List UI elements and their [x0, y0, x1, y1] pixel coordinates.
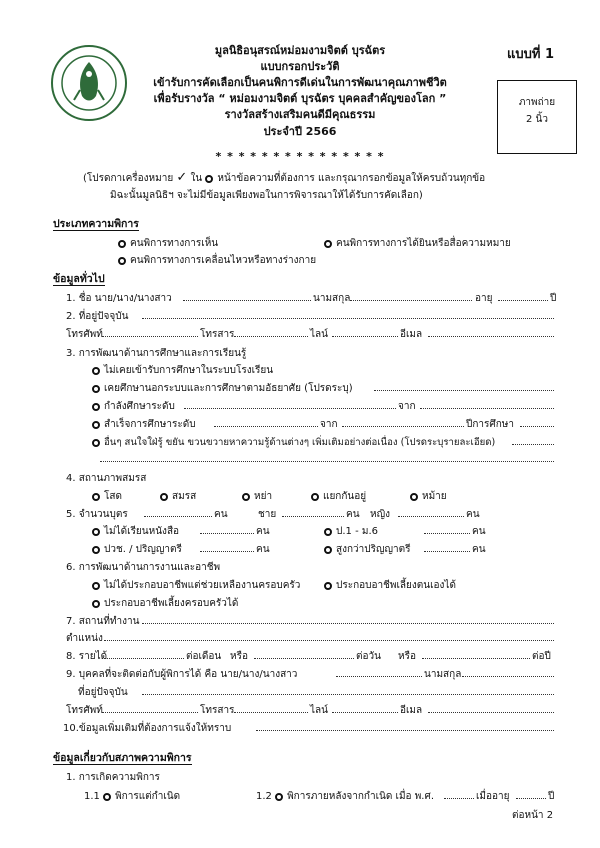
option-label: คนพิการทางการเห็น — [130, 238, 219, 249]
radio-icon — [103, 793, 111, 801]
edu-graduated-level-field[interactable] — [214, 417, 318, 427]
q1-label: 1. ชื่อ นาย/นาง/นางสาว — [66, 293, 172, 304]
contact-surname-field[interactable] — [462, 667, 554, 677]
income-year-label: ต่อปี — [532, 651, 551, 662]
q10-label: 10.ข้อมูลเพิ่มเติมที่ต้องการแจ้งให้ทราบ — [63, 723, 232, 734]
marital-single-option[interactable] — [92, 489, 122, 504]
option-label: เคยศึกษานอกระบบและการศึกษาตามอัธยาศัย (โปรดระบุ) — [104, 383, 353, 394]
workplace-field[interactable] — [142, 614, 554, 624]
option-label: หย่า — [254, 491, 273, 502]
instructions-b: ใน — [190, 173, 203, 184]
edu-studying-level-field[interactable] — [184, 399, 396, 409]
children-bachelor-option[interactable] — [92, 542, 182, 557]
q6-label: 6. การพัฒนาด้านการงานและอาชีพ — [66, 562, 221, 573]
children-noschool-option[interactable] — [92, 524, 179, 539]
disability-type-title: ประเภทความพิการ — [53, 218, 139, 230]
marital-widowed-option[interactable] — [410, 489, 447, 504]
income-month-label: ต่อเดือน — [186, 651, 222, 662]
q5-label: 5. จำนวนบุตร — [66, 509, 128, 520]
edu-nonformal-field[interactable] — [374, 381, 554, 391]
radio-icon — [410, 493, 418, 501]
option-label: แยกกันอยู่ — [323, 491, 367, 502]
first-name-field[interactable] — [183, 291, 311, 301]
radio-icon — [160, 493, 168, 501]
photo-label: ภาพถ่าย — [518, 97, 556, 108]
radio-icon — [324, 240, 332, 248]
additional-info-field[interactable] — [256, 721, 554, 731]
q8-label: 8. รายได้ — [66, 651, 108, 662]
radio-icon — [92, 385, 100, 393]
edu-other-field-line2[interactable] — [100, 452, 554, 462]
instructions-a: (โปรดกาเครื่องหมาย — [83, 173, 174, 184]
children-bachelor-field[interactable] — [200, 542, 254, 552]
acquired-year-field[interactable] — [444, 789, 474, 799]
option-label: สำเร็จการศึกษาระดับ — [104, 419, 196, 430]
next-page-note: ต่อหน้า 2 — [512, 810, 554, 821]
option-label: คนพิการทางการเคลื่อนไหวหรือทางร่างกาย — [130, 255, 317, 266]
option-label: พิการภายหลังจากกำเนิด เมื่อ พ.ศ. — [287, 791, 435, 802]
option-label: ไม่เคยเข้ารับการศึกษาในระบบโรงเรียน — [104, 365, 274, 376]
contact-line-label: ไลน์ — [310, 705, 328, 716]
phone-label: โทรศัพท์ — [66, 329, 103, 340]
male-label: ชาย — [258, 509, 277, 520]
edu-studying-option[interactable] — [92, 399, 175, 414]
income-or2-label: หรือ — [398, 651, 416, 662]
option-label: ป.1 - ม.6 — [336, 526, 378, 537]
edu-nonformal-option[interactable] — [92, 381, 353, 396]
line-field[interactable] — [332, 327, 398, 337]
contact-surname-label: นามสกุล — [424, 669, 462, 680]
radio-icon — [92, 367, 100, 375]
header-line1: เข้ารับการคัดเลือกเป็นคนพิการดีเด่นในการพัฒนาคุณภาพชีวิต — [153, 76, 447, 89]
radio-icon — [92, 439, 100, 447]
radio-icon — [324, 582, 332, 590]
edu-from-label: จาก — [398, 401, 416, 412]
age-field[interactable] — [498, 291, 548, 301]
female-count-field[interactable] — [398, 507, 464, 517]
contact-fax-label: โทรสาร — [200, 705, 235, 716]
header-year: ประจำปี 2566 — [263, 125, 337, 138]
option-label: พิการแต่กำเนิด — [115, 791, 181, 802]
edu-from2-label: จาก — [320, 419, 338, 430]
radio-icon — [92, 528, 100, 536]
radio-icon — [92, 421, 100, 429]
income-day-label: ต่อวัน — [356, 651, 381, 662]
income-or-label: หรือ — [230, 651, 248, 662]
org-name: มูลนิธิอนุสรณ์หม่อมงามจิตต์ บุรฉัตร — [214, 44, 386, 57]
option-label: สมรส — [172, 491, 197, 502]
option-label: ไม่ได้เรียนหนังสือ — [104, 526, 180, 537]
disability-info-title: ข้อมูลเกี่ยวกับสภาพความพิการ — [53, 752, 192, 764]
congenital-option[interactable] — [84, 789, 180, 804]
surname-field[interactable] — [350, 291, 472, 301]
photo-size: 2 นิ้ว — [526, 114, 548, 125]
radio-icon — [242, 493, 250, 501]
option-label: กำลังศึกษาระดับ — [104, 401, 175, 412]
income-year-field[interactable] — [422, 649, 530, 659]
radio-icon — [92, 403, 100, 411]
address-field[interactable] — [142, 309, 554, 319]
career-support-family-option[interactable] — [92, 596, 238, 611]
form-number: แบบที่ 1 — [507, 47, 555, 62]
children-graduate-field[interactable] — [424, 542, 470, 552]
radio-icon — [92, 582, 100, 590]
instructions-line2: มิฉะนั้นมูลนิธิฯ จะไม่มีข้อมูลเพียงพอในการพิจารณาให้ได้รับการคัดเลือก) — [110, 190, 423, 201]
contact-line-field[interactable] — [332, 703, 398, 713]
income-day-field[interactable] — [254, 649, 354, 659]
contact-fax-field[interactable] — [234, 703, 308, 713]
photo-box — [497, 80, 577, 154]
children-primary-unit: คน — [472, 526, 486, 537]
children-noschool-unit: คน — [256, 526, 270, 537]
general-title: ข้อมูลทั่วไป — [53, 273, 105, 285]
option-label: ประกอบอาชีพเลี้ยงครอบครัวได้ — [104, 598, 239, 609]
age-year-label: ปี — [550, 293, 557, 304]
radio-icon — [324, 528, 332, 536]
position-label: ตำแหน่ง — [66, 633, 103, 644]
q7-label: 7. สถานที่ทำงาน — [66, 616, 140, 627]
option-label: โสด — [104, 491, 122, 502]
radio-icon — [118, 240, 126, 248]
disability-hearing-option[interactable] — [324, 236, 511, 251]
edu-year-field[interactable] — [520, 417, 554, 427]
edu-other-option[interactable] — [92, 435, 495, 450]
acquired-age-year-label: ปี — [548, 791, 555, 802]
acquired-option[interactable] — [256, 789, 434, 804]
marital-divorced-option[interactable] — [242, 489, 272, 504]
fax-label: โทรสาร — [200, 329, 235, 340]
marital-married-option[interactable] — [160, 489, 196, 504]
edu-year-label: ปีการศึกษา — [466, 419, 514, 430]
children-count-field[interactable] — [144, 507, 212, 517]
email-field[interactable] — [428, 327, 554, 337]
contact-address-label: ที่อยู่ปัจจุบัน — [78, 687, 128, 698]
option-number: 1.2 — [256, 791, 272, 802]
radio-icon — [275, 793, 283, 801]
acquired-age-field[interactable] — [516, 789, 546, 799]
option-label: อื่นๆ สนใจใฝ่รู้ ขยัน ขวนขวายหาความรู้ด้านต่างๆ เพิ่มเติมอย่างต่อเนื่อง (โปรดระบุรายละเอียด) — [104, 437, 496, 448]
children-primary-option[interactable] — [324, 524, 378, 539]
career-self-option[interactable] — [324, 578, 456, 593]
radio-icon — [324, 546, 332, 554]
email-label: อีเมล — [400, 329, 423, 340]
male-unit: คน — [346, 509, 360, 520]
q9-label: 9. บุคคลที่จะติดต่อกับผู้พิการได้ คือ นาย/นาง/นางสาว — [66, 669, 298, 680]
contact-phone-field[interactable] — [102, 703, 198, 713]
option-label: สูงกว่าปริญญาตรี — [336, 544, 411, 555]
position-field[interactable] — [104, 631, 554, 641]
contact-name-field[interactable] — [336, 667, 422, 677]
children-unit: คน — [214, 509, 228, 520]
contact-email-field[interactable] — [428, 703, 554, 713]
children-primary-field[interactable] — [424, 524, 470, 534]
option-label: ประกอบอาชีพเลี้ยงตนเองได้ — [336, 580, 456, 591]
q3-label: 3. การพัฒนาด้านการศึกษาและการเรียนรู้ — [66, 348, 247, 359]
radio-icon — [205, 175, 213, 183]
header-line2: เพื่อรับรางวัล “ หม่อมงามจิตต์ บุรฉัตร บุคคลสำคัญของโลก ” — [153, 92, 447, 105]
career-family-option[interactable] — [92, 578, 300, 593]
disability-physical-option[interactable] — [118, 253, 316, 268]
edu-graduated-from-field[interactable] — [342, 417, 464, 427]
disability-cause-label: 1. การเกิดความพิการ — [66, 772, 160, 783]
edu-studying-from-field[interactable] — [420, 399, 554, 409]
female-label: หญิง — [370, 509, 390, 520]
children-bachelor-unit: คน — [256, 544, 270, 555]
contact-address-field[interactable] — [142, 685, 554, 695]
radio-icon — [92, 493, 100, 501]
instructions-c: หน้าข้อความที่ต้องการ และกรุณากรอกข้อมูลให้ครบถ้วนทุกข้อ — [217, 173, 486, 184]
age-label: อายุ — [475, 293, 493, 304]
option-number: 1.1 — [84, 791, 100, 802]
option-label: ปวช. / ปริญญาตรี — [104, 544, 182, 555]
children-graduate-unit: คน — [472, 544, 486, 555]
contact-phone-label: โทรศัพท์ — [66, 705, 103, 716]
acquired-age-label: เมื่ออายุ — [476, 791, 510, 802]
radio-icon — [92, 600, 100, 608]
disability-visual-option[interactable] — [118, 236, 218, 251]
radio-icon — [118, 257, 126, 265]
income-month-field[interactable] — [104, 649, 184, 659]
header-line3: รางวัลสร้างเสริมคนดีมีคุณธรรม — [224, 108, 376, 121]
contact-email-label: อีเมล — [400, 705, 423, 716]
surname-label: นามสกุล — [313, 293, 351, 304]
male-count-field[interactable] — [282, 507, 344, 517]
marital-separated-option[interactable] — [311, 489, 366, 504]
option-label: ไม่ได้ประกอบอาชีพแต่ช่วยเหลืองานครอบครัว — [104, 580, 301, 591]
fax-field[interactable] — [234, 327, 308, 337]
option-label: หม้าย — [422, 491, 447, 502]
phone-field[interactable] — [102, 327, 198, 337]
radio-icon — [311, 493, 319, 501]
children-graduate-option[interactable] — [324, 542, 411, 557]
foundation-seal — [50, 44, 128, 122]
radio-icon — [92, 546, 100, 554]
female-unit: คน — [466, 509, 480, 520]
q4-label: 4. สถานภาพสมรส — [66, 473, 147, 484]
line-label: ไลน์ — [310, 329, 328, 340]
option-label: คนพิการทางการได้ยินหรือสื่อความหมาย — [336, 238, 511, 249]
edu-none-option[interactable] — [92, 363, 273, 378]
instructions-line1 — [83, 170, 485, 186]
edu-graduated-option[interactable] — [92, 417, 196, 432]
q2-label: 2. ที่อยู่ปัจจุบัน — [66, 311, 129, 322]
star-divider: * * * * * * * * * * * * * * * — [215, 150, 385, 163]
form-type: แบบกรอกประวัติ — [260, 60, 340, 73]
edu-other-field[interactable] — [512, 435, 554, 445]
check-icon: ✓ — [176, 170, 188, 185]
children-noschool-field[interactable] — [200, 524, 254, 534]
